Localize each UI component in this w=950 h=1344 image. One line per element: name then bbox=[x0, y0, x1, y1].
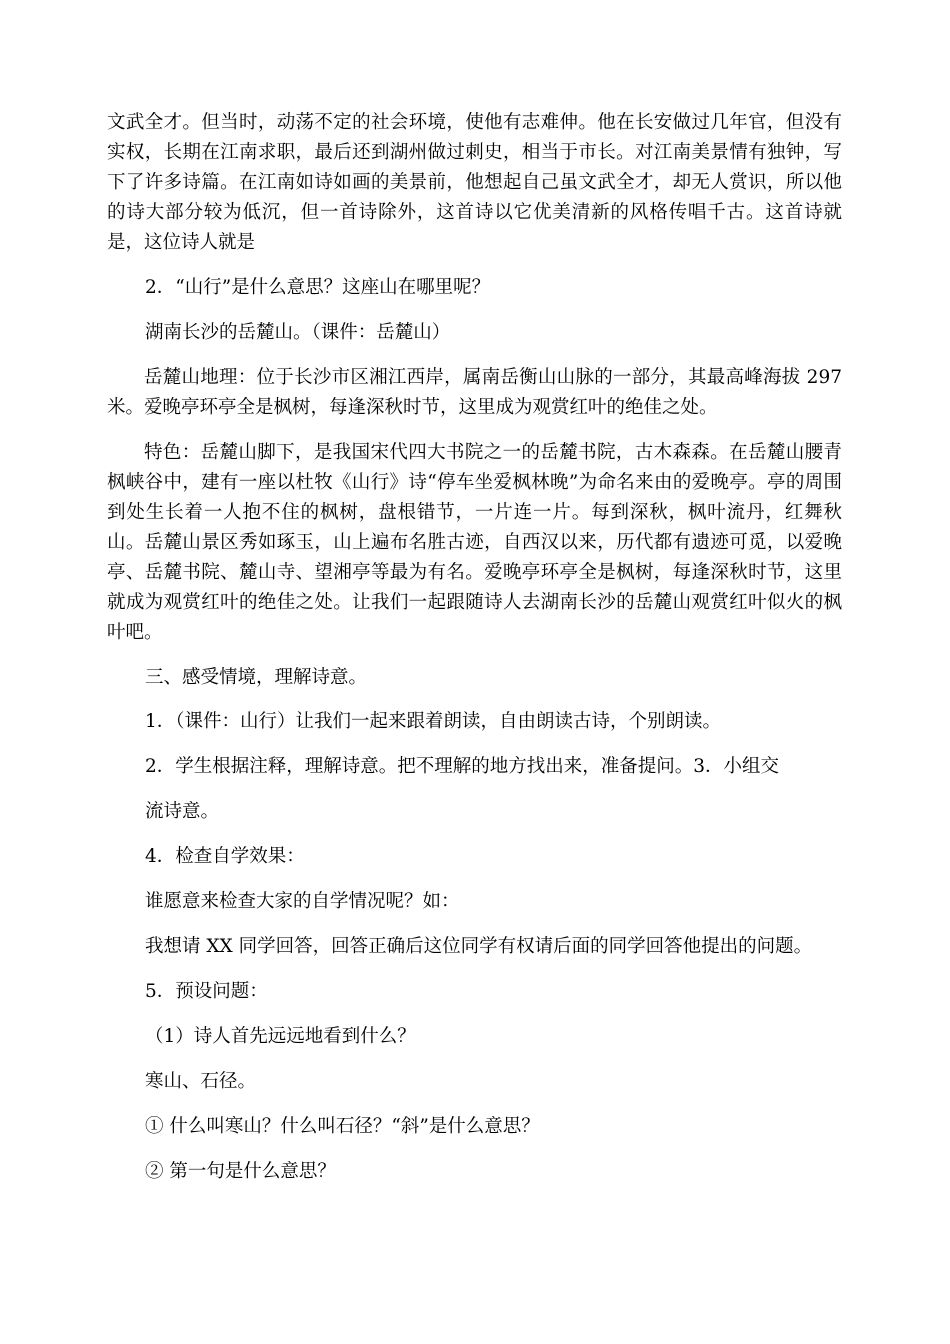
sub-question-2: ② 第一句是什么意思？ bbox=[145, 1161, 336, 1182]
step-4: 4．检查自学效果： bbox=[145, 846, 305, 867]
step-1: 1．（课件：山行）让我们一起来跟着朗读，自由朗读古诗，个别朗读。 bbox=[145, 711, 722, 732]
preset-answer-1: 寒山、石径。 bbox=[145, 1071, 257, 1092]
step-3-continued: 流诗意。 bbox=[145, 801, 220, 822]
paragraph-intro: 文武全才。但当时，动荡不定的社会环境，使他有志难伸。他在长安做过几年官，但没有实权，长期在江南求职，最后还到湖州做过刺史，相当于市长。对江南美景情有独钟，写下了许多诗篇。在江南如诗如画的美景前，他想起自己虽文武全才，却无人赏识，所以他的诗大部分较为低沉，但一首诗除外，这首诗以它优美清新的风格传唱千古。这首诗就是，这位诗人就是 bbox=[107, 112, 842, 253]
step-2: 2．学生根据注释，理解诗意。把不理解的地方找出来，准备提问。3．小组交 bbox=[145, 756, 780, 777]
document-page bbox=[107, 108, 842, 1187]
answer-location: 湖南长沙的岳麓山。（课件：岳麓山） bbox=[145, 322, 451, 343]
preset-question-1: （1）诗人首先远远地看到什么？ bbox=[145, 1026, 416, 1047]
step-5: 5．预设问题： bbox=[145, 981, 268, 1002]
check-question: 谁愿意来检查大家的自学情况呢？如： bbox=[145, 891, 460, 912]
question-2: 2．“山行”是什么意思？这座山在哪里呢？ bbox=[145, 277, 491, 298]
paragraph-geography: 岳麓山地理：位于长沙市区湘江西岸，属南岳衡山山脉的一部分，其最高峰海拔 297 米。爱晚亭环亭全是枫树，每逢深秋时节，这里成为观赏红叶的绝佳之处。 bbox=[107, 367, 842, 418]
section-heading-3: 三、感受情境，理解诗意。 bbox=[145, 667, 368, 688]
sub-question-1: ① 什么叫寒山？什么叫石径？“斜”是什么意思？ bbox=[145, 1116, 540, 1137]
paragraph-features: 特色：岳麓山脚下，是我国宋代四大书院之一的岳麓书院，古木森森。在岳麓山腰青枫峡谷中，建有一座以杜牧《山行》诗“停车坐爱枫林晚”为命名来由的爱晚亭。亭的周围到处生长着一人抱不住的枫树，盘根错节，一片连一片。每到深秋，枫叶流丹，红舞秋山。岳麓山景区秀如琢玉，山上遍布名胜古迹，自西汉以来，历代都有遗迹可觅，以爱晚亭、岳麓书院、麓山寺、望湘亭等最为有名。爱晚亭环亭全是枫树，每逢深秋时节，这里就成为观赏红叶的绝佳之处。让我们一起跟随诗人去湖南长沙的岳麓山观赏红叶似火的枫叶吧。 bbox=[107, 442, 842, 643]
check-example: 我想请 XX 同学回答，回答正确后这位同学有权请后面的同学回答他提出的问题。 bbox=[145, 936, 813, 957]
